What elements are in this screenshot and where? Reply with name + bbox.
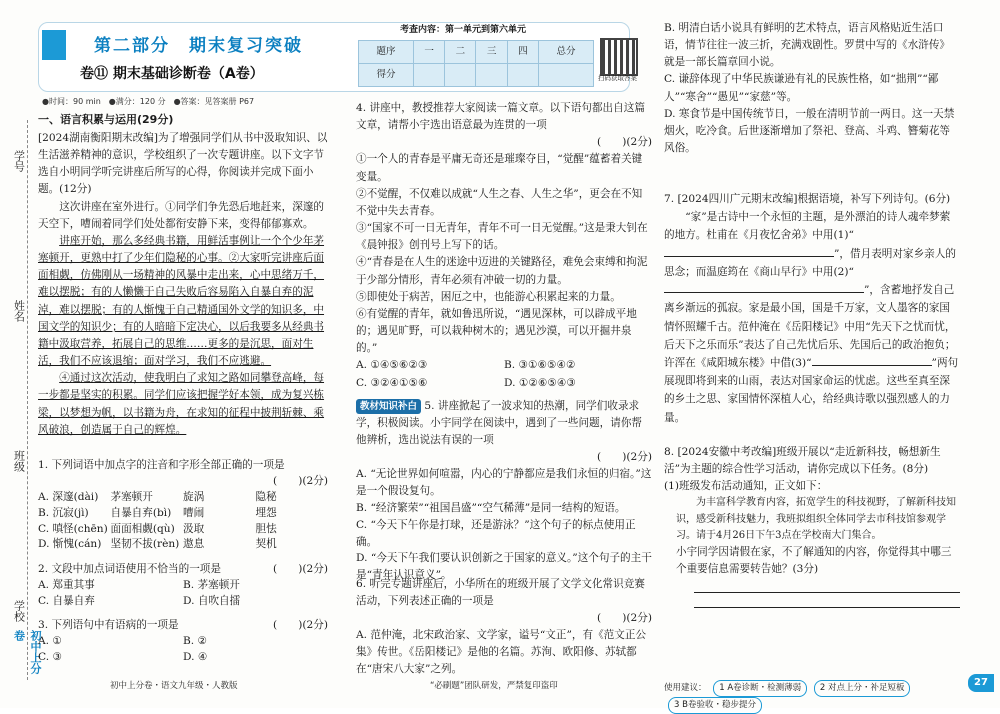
- score-cell: 总分: [538, 41, 593, 64]
- option-d[interactable]: D. 寒食节是中国传统节日，一般在清明节前一两日。这一天禁烟火，吃冷食。后世逐渐增加了祭祀、登高、斗鸡、簪菊花等风俗。: [664, 107, 955, 155]
- option-row: [38, 578, 328, 594]
- passage-paragraph: 这次讲座在室外进行。①同学们争先恐后地赶来，深邃的天空下，嘈闹着同学们处处都衔安静下来，变得郁郁寡欢。: [38, 200, 325, 230]
- spine-label: 班级: [12, 450, 26, 472]
- option-word: 旋涡: [183, 490, 205, 503]
- question-stem: 3. 下列语句中有语病的一项是: [38, 619, 179, 631]
- sub-question: 小宇同学因请假在家，不了解通知的内容，你觉得其中哪三个重要信息需要转告她？(3分): [676, 546, 952, 576]
- sub-question: (1)班级发布活动通知，正文如下：: [664, 480, 828, 493]
- answer-slot[interactable]: ( )(2分): [596, 136, 652, 149]
- accent-bar: [42, 30, 66, 60]
- question-6: [356, 576, 652, 678]
- score-input[interactable]: [413, 64, 444, 87]
- option-word: 嘈闹: [183, 506, 205, 519]
- option-word: 坚韧不拔(rèn): [110, 538, 180, 551]
- title-band: [42, 26, 332, 66]
- option-word: 茅塞顿开: [110, 490, 153, 503]
- score-cell: 一: [413, 41, 444, 64]
- usage-label: 使用建议：: [664, 683, 707, 693]
- score-input[interactable]: [538, 64, 593, 87]
- sentence-item: ⑤即使处于病苦，困厄之中，也能游心积累起来的力量。: [356, 290, 621, 303]
- exam-meta: ●时间：90 min ●满分：120 分 ●答案：见答案册 P67: [42, 97, 255, 106]
- question-stem: 2. 文段中加点词语使用不恰当的一项是: [38, 563, 221, 575]
- poem-text: ”，含蓄地抒发自己离乡渐远的孤寂。家是最小国，国是千万家，文人墨客的家国情怀照耀千古。范仲淹在《岳阳楼记》中用“先天下之忧而忧，后天下之乐而乐”表达了自己先忧后乐、先国后己的政治抱负；许浑在《咸阳城东楼》中借(3)“: [664, 284, 956, 369]
- option-c[interactable]: C. 谦辞体现了中华民族谦逊有礼的民族性格，如“拙荆”“鄙人”“寒舍”“愚见”“家慈”等。: [664, 73, 939, 103]
- option-word: 埋怨: [255, 506, 277, 519]
- spine-label: 学校: [12, 600, 26, 622]
- answer-slot[interactable]: ( )(2分): [272, 474, 328, 487]
- option-b[interactable]: B. ③①⑥⑤④②: [504, 359, 576, 372]
- option-row: [38, 537, 328, 553]
- option-row: [38, 634, 328, 650]
- option-d[interactable]: D. “今天下午我们要认识创新之于国家的意义。”这个句子的主干是“青年认识意义”。: [356, 552, 652, 582]
- score-cell: 题序: [359, 41, 414, 64]
- cut-line: [27, 120, 28, 680]
- binding-spine: [8, 120, 42, 680]
- poem-text: ”两句展现即将到来的山雨，表达对国家命运的忧虑。这些至真至深的乡土之思、家国情怀深植人心，给经典诗歌以强烈感人的力量。: [664, 356, 959, 424]
- question-2: [38, 562, 328, 610]
- section-heading: 一、语言积累与运用(29分): [38, 113, 174, 126]
- option-word: 面面相觑(qù): [110, 522, 175, 535]
- question-stem: 1. 下列词语中加点字的注音和字形全部正确的一项是: [38, 459, 285, 471]
- passage-paragraph: 讲座开始，那么多经典书籍，用鲜活事例让一个个少年茅塞顿开，更熟中打了少年们隐秘的心事。②大家听完讲座后面面相觑，仿佛刚从一场精神的风暴中走出来，心中思绪万千，难以摆脱；有的人懒懒于自己失败后容易陷入自暴自弃的泥淖，难以摆脱；有的人惭愧于自己精通国外文学的知识多，中国文学的知识少；有的人暗暗下定决心，以后我要多从经典书籍中汲取营养，拓展自己的思维……更多的是沉思，面对生活，我们不应该退缩；面对学习，我们不应逃避。: [38, 234, 325, 368]
- option-word: 自暴自弃(bì): [110, 506, 172, 519]
- option-word: 契机: [255, 538, 277, 551]
- poem-text: ”，借月表明对家乡亲人的思念；而温庭筠在《商山早行》中用(2)“: [664, 247, 956, 278]
- question-stem: 6. 听完专题讲座后，小华所在的班级开展了文学文化常识竞赛活动，下列表述正确的一项是: [356, 578, 645, 607]
- question-stem: 8. [2024安徽中考改编]班级开展以“走近新科技，畅想新生活”为主题的综合性学习活动，请你完成以下任务。(8分): [664, 446, 941, 476]
- page-number: 27: [968, 674, 994, 692]
- option-b[interactable]: B. 茅塞顿开: [183, 578, 240, 591]
- footer-left: 初中上分卷・语文九年级・人教版: [110, 681, 238, 691]
- answer-slot[interactable]: ( )(2分): [272, 619, 328, 631]
- option-c[interactable]: C. 嗔怪(chēn): [38, 522, 108, 535]
- option-word: 汲取: [183, 522, 205, 535]
- option-row: [356, 375, 652, 392]
- option-a[interactable]: A. ①: [38, 634, 62, 647]
- option-word: 隐秘: [255, 490, 277, 503]
- textbook-tag: 教材知识补白: [356, 399, 421, 414]
- option-row: [356, 357, 652, 374]
- usage-step: 3 B卷验收・稳步提分: [668, 697, 762, 714]
- score-cell: 三: [476, 41, 507, 64]
- option-c[interactable]: C. 自暴自弃: [38, 594, 95, 607]
- sentence-item: ⑥有觉醒的青年，就如鲁迅所说，“遇见深林，可以辟成平地的；遇见旷野，可以栽种树木的；遇见沙漠，可以开掘井泉的。”: [356, 307, 637, 355]
- sentence-item: ②不觉醒，不仅难以成就“人生之春、人生之华”，更会在不知不觉中失去青春。: [356, 187, 643, 217]
- option-d[interactable]: D. 自吹自擂: [183, 594, 241, 607]
- score-cell: 二: [445, 41, 476, 64]
- option-a[interactable]: A. ①④⑤⑥②③: [356, 359, 428, 372]
- usage-step: 2 对点上分・补足短板: [814, 680, 911, 697]
- qr-label: 扫码获取答案: [598, 74, 637, 82]
- sentence-item: ④“青春是在人生的迷途中迈进的关键路径，难免会束缚和拘泥于少部分情形，青年必须有冲破一切的力量。: [356, 256, 648, 286]
- usage-step: 1 A卷诊断・检测薄弱: [713, 680, 807, 697]
- answer-line[interactable]: [694, 592, 960, 593]
- question-stem: 4. 讲座中，教授推荐大家阅读一篇文章。以下语句都出自这篇文章，请帮小宇选出语意最为连贯的一项: [356, 102, 645, 132]
- question-stem: 5. 讲座掀起了一波求知的热潮，同学们收录求学，积极阅读。小宇同学在阅读中，遇到了一些问题，请你帮他辨析，选出说法有误的一项: [356, 400, 643, 446]
- option-a[interactable]: A. “无论世界如何喧嚣，内心的宁静都应是我们永恒的归宿。”这是一个假设复句。: [356, 467, 652, 497]
- score-input[interactable]: [445, 64, 476, 87]
- option-b[interactable]: B. 明清白话小说具有鲜明的艺术特点，语言风格贴近生活口语，情节往往一波三折，充满戏剧性。罗贯中写的《水浒传》就是一部长篇章回小说。: [664, 22, 951, 69]
- score-input[interactable]: [507, 64, 538, 87]
- option-row: [38, 506, 328, 522]
- question-4: [356, 100, 652, 392]
- question-8: [664, 444, 960, 608]
- option-c[interactable]: C. ③: [38, 650, 62, 663]
- question-7: [664, 190, 960, 427]
- option-a[interactable]: A. 深邃(dài): [38, 490, 99, 503]
- option-word: 胆怯: [255, 522, 277, 535]
- option-row: [38, 490, 328, 506]
- notice-text: 为丰富科学教育内容，拓宽学生的科技视野，了解新科技知识，感受新科技魅力，我班拟组织全体同学去市科技馆参观学习。请于4月26日下午3点在学校南大门集合。: [676, 497, 956, 541]
- fill-blank-3[interactable]: [812, 365, 932, 366]
- option-b[interactable]: B. “经济繁荣”“祖国昌盛”“空气稀薄”是同一结构的短语。: [356, 501, 626, 514]
- score-cell: 四: [507, 41, 538, 64]
- qr-code-icon: [600, 38, 638, 76]
- question-5: [356, 398, 652, 584]
- passage-intro: [2024湖南衡阳期末改编]为了增强同学们从书中汲取知识、以生活滋养精神的意识，学校组织了一次专题讲座。以下文字节选自小明同学听完讲座后所写的心得，你阅读并完成下面小题。(12分): [38, 132, 328, 196]
- option-a[interactable]: A. 范仲淹，北宋政治家、文学家，谥号“文正”，有《范文正公集》传世。《岳阳楼记》是他的名篇。苏洵、欧阳修、苏轼都在“唐宋八大家”之列。: [356, 628, 647, 675]
- option-word: 遨息: [183, 538, 205, 551]
- score-input[interactable]: [476, 64, 507, 87]
- option-row: [38, 522, 328, 538]
- exam-title: 卷⑪ 期末基础诊断卷（A卷）: [80, 66, 264, 82]
- option-a[interactable]: A. 郑重其事: [38, 578, 95, 591]
- question-stem: 7. [2024四川广元期末改编]根据语境，补写下列诗句。(6分): [664, 193, 951, 205]
- passage-paragraph: ④通过这次活动，使我明白了求知之路如同攀登高峰，每一步都是坚实的积累。同学们应该把握学好本领，成为复兴栋梁，以梦想为帆，以书籍为舟，在求知的征程中披荆斩棘、乘风破浪，创造属于自己的辉煌。: [38, 372, 325, 436]
- poem-text: “家”是古诗中一个永恒的主题，是外漂泊的诗人魂牵梦萦的地方。杜甫在《月夜忆舍弟》中用(1)“: [664, 211, 951, 242]
- fill-blank-2[interactable]: [664, 292, 864, 293]
- score-table: [358, 40, 594, 87]
- sentence-item: ③“国家不可一日无青年，青年不可一日无觉醒。”这是秉大钊在《晨钟报》创刊号上写下的话。: [356, 222, 648, 252]
- score-cell: 得分: [359, 64, 414, 87]
- sentence-item: ①一个人的青春是平庸无奇还是璀璨夺目，“觉醒”蕴蓄着关键变量。: [356, 153, 643, 183]
- passage-block: [38, 130, 328, 439]
- brand-logo: 初中上分卷: [12, 630, 42, 674]
- question-3: [38, 618, 328, 666]
- option-row: [38, 594, 328, 610]
- answer-line[interactable]: [694, 607, 960, 608]
- answer-slot[interactable]: ( )(2分): [596, 450, 652, 463]
- question-1: [38, 458, 328, 553]
- usage-tips: [664, 680, 1000, 714]
- option-c[interactable]: C. “今天下午你是打球，还是游泳？”这个句子的标点使用正确。: [356, 518, 636, 548]
- spine-label: 姓名: [12, 300, 26, 322]
- part-title: 第二部分 期末复习突破: [94, 36, 303, 56]
- exam-scope: 考查内容：第一单元到第六单元: [400, 25, 527, 35]
- option-d[interactable]: D. ①②⑥⑤④③: [504, 376, 576, 389]
- option-c[interactable]: C. ③②④①⑤⑥: [356, 376, 428, 389]
- footer-middle: “必刷题”团队研发，严禁复印盗印: [430, 681, 558, 691]
- spine-label: 学号: [12, 150, 26, 172]
- answer-slot[interactable]: ( )(2分): [272, 563, 328, 575]
- option-b[interactable]: B. ②: [183, 634, 208, 647]
- option-b[interactable]: B. 沉寂(jì): [38, 506, 89, 519]
- option-d[interactable]: D. ④: [183, 650, 208, 663]
- answer-slot[interactable]: ( )(2分): [596, 611, 652, 624]
- option-row: [38, 650, 328, 666]
- fill-blank-1[interactable]: [664, 256, 834, 257]
- option-d[interactable]: D. 惭愧(cán): [38, 538, 102, 551]
- question-6-continued: [664, 20, 960, 157]
